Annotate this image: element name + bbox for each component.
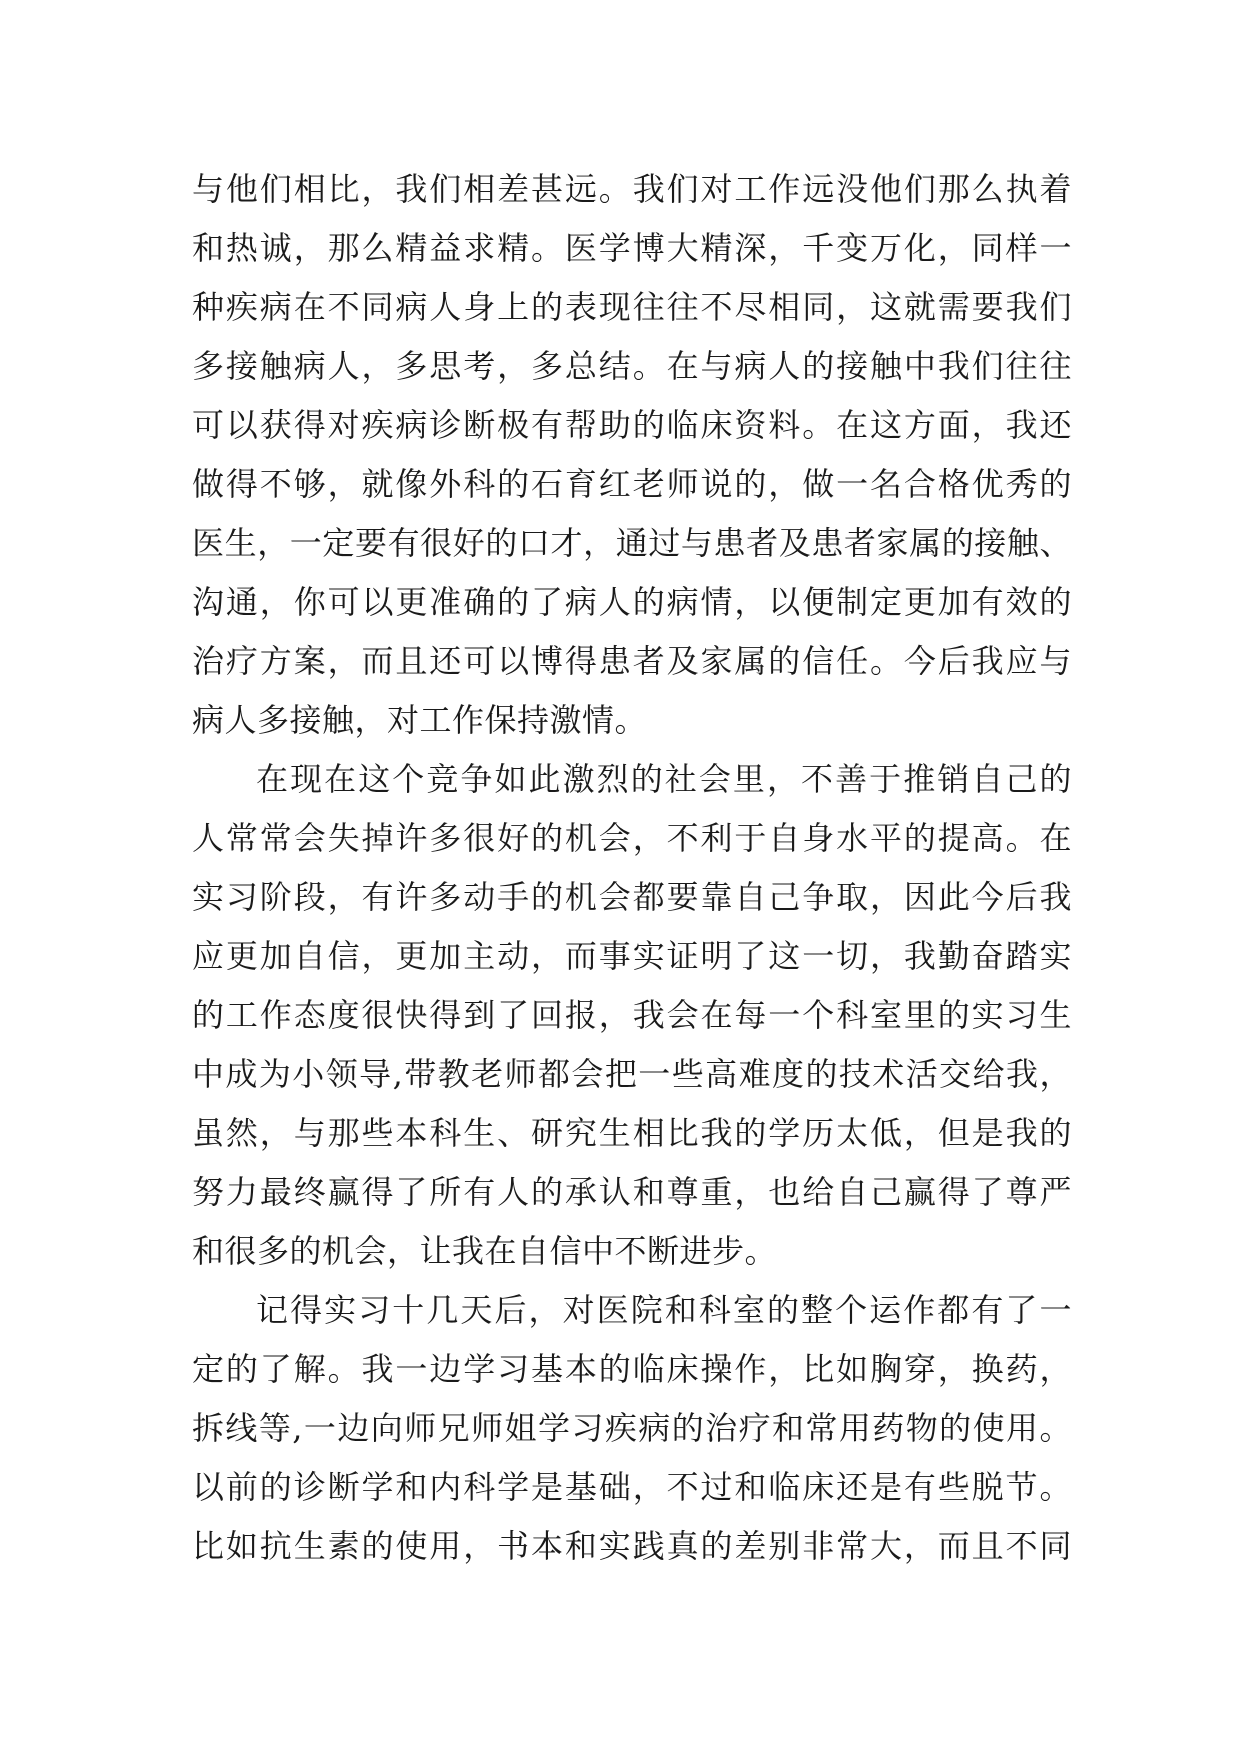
paragraph-2-line-2: 人常常会失掉许多很好的机会，不利于自身水平的提高。在 (192, 819, 1072, 857)
paragraph-1-line-1: 与他们相比，我们相差甚远。我们对工作远没他们那么执着 (192, 170, 1072, 208)
paragraph-2-line-1: 在现在这个竞争如此激烈的社会里，不善于推销自己的 (256, 760, 1072, 798)
paragraph-1-line-10: 病人多接触，对工作保持激情。 (192, 701, 648, 739)
paragraph-2-line-3: 实习阶段，有许多动手的机会都要靠自己争取，因此今后我 (192, 878, 1072, 916)
paragraph-3-line-3: 拆线等,一边向师兄师姐学习疾病的治疗和常用药物的使用。 (192, 1409, 1072, 1447)
paragraph-3-line-1: 记得实习十几天后，对医院和科室的整个运作都有了一 (256, 1291, 1072, 1329)
paragraph-2-line-7: 虽然，与那些本科生、研究生相比我的学历太低，但是我的 (192, 1114, 1072, 1152)
paragraph-2-line-5: 的工作态度很快得到了回报，我会在每一个科室里的实习生 (192, 996, 1072, 1034)
paragraph-3-line-4: 以前的诊断学和内科学是基础，不过和临床还是有些脱节。 (192, 1468, 1072, 1506)
paragraph-1-line-9: 治疗方案，而且还可以博得患者及家属的信任。今后我应与 (192, 642, 1072, 680)
paragraph-1-line-6: 做得不够，就像外科的石育红老师说的，做一名合格优秀的 (192, 465, 1072, 503)
paragraph-1-line-7: 医生，一定要有很好的口才，通过与患者及患者家属的接触、 (192, 524, 1072, 562)
paragraph-3-line-5: 比如抗生素的使用，书本和实践真的差别非常大，而且不同 (192, 1527, 1072, 1565)
paragraph-3-line-2: 定的了解。我一边学习基本的临床操作，比如胸穿，换药， (192, 1350, 1072, 1388)
document-body (192, 160, 1072, 1576)
paragraph-1-line-3: 种疾病在不同病人身上的表现往往不尽相同，这就需要我们 (192, 288, 1072, 326)
paragraph-2-line-9: 和很多的机会，让我在自信中不断进步。 (192, 1232, 778, 1270)
paragraph-1-line-8: 沟通，你可以更准确的了病人的病情，以便制定更加有效的 (192, 583, 1072, 621)
paragraph-2-line-4: 应更加自信，更加主动，而事实证明了这一切，我勤奋踏实 (192, 937, 1072, 975)
paragraph-1-line-4: 多接触病人，多思考，多总结。在与病人的接触中我们往往 (192, 347, 1072, 385)
paragraph-2-line-8: 努力最终赢得了所有人的承认和尊重，也给自己赢得了尊严 (192, 1173, 1072, 1211)
paragraph-1-line-2: 和热诚，那么精益求精。医学博大精深，千变万化，同样一 (192, 229, 1072, 267)
paragraph-1-line-5: 可以获得对疾病诊断极有帮助的临床资料。在这方面，我还 (192, 406, 1072, 444)
paragraph-2-line-6: 中成为小领导,带教老师都会把一些高难度的技术活交给我， (192, 1055, 1072, 1093)
